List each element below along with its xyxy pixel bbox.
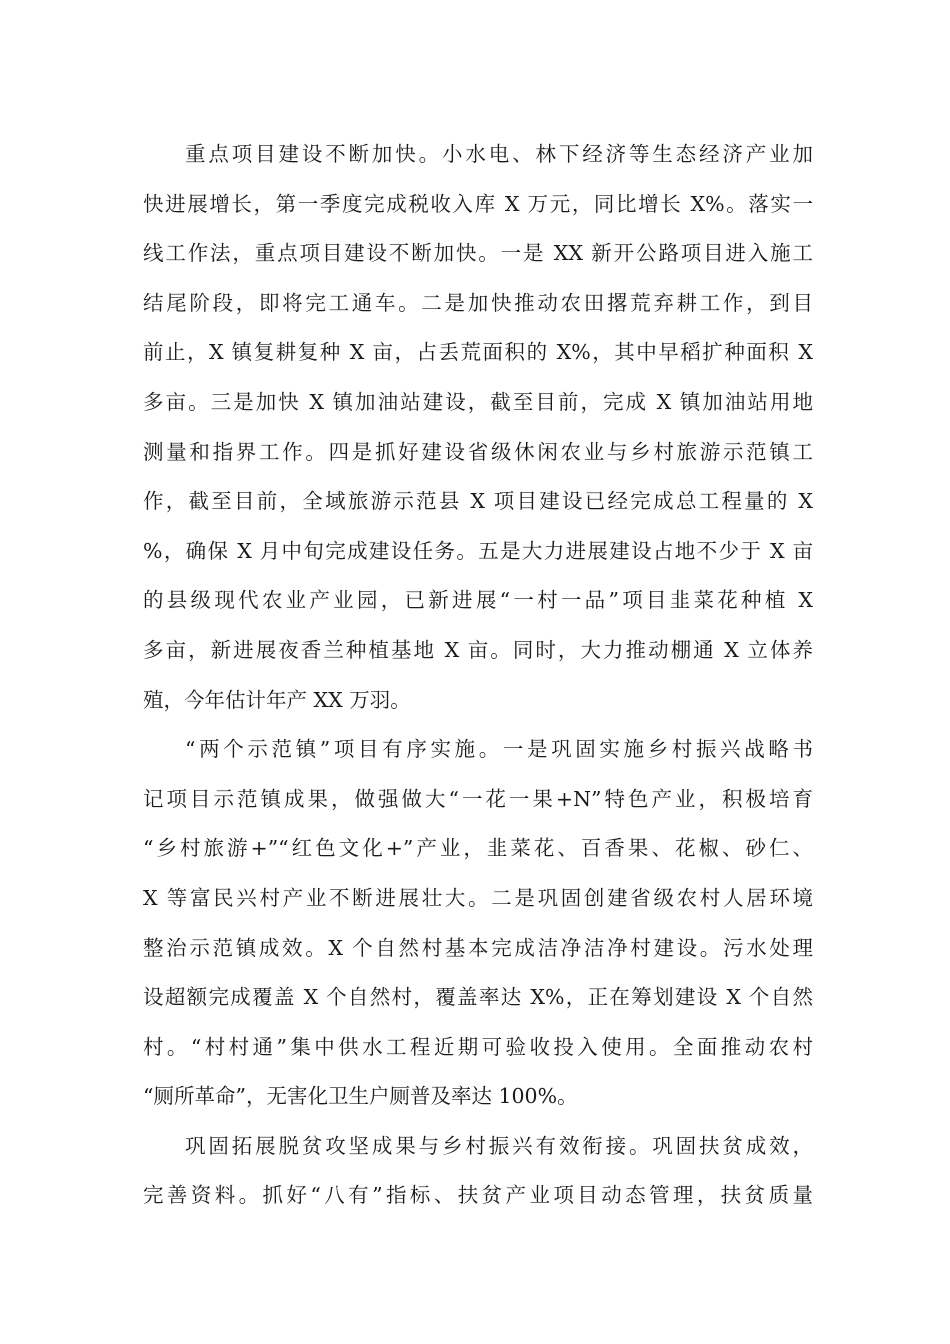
- text-line: 巩固拓展脱贫攻坚成果与乡村振兴有效衔接。巩固扶贫成效，: [185, 1133, 813, 1158]
- text-line: 的县级现代农业产业园，已新进展“一村一品”项目韭菜花种植 X: [143, 588, 813, 613]
- text-line: 多亩。三是加快 X 镇加油站建设，截至目前，完成 X 镇加油站用地: [143, 389, 813, 414]
- paragraph-key-projects: [143, 130, 813, 725]
- text-line: “乡村旅游+”“红色文化+”产业，韭菜花、百香果、花椒、砂仁、: [143, 836, 813, 861]
- text-line: 前止，X 镇复耕复种 X 亩，占丢荒面积的 X%，其中早稻扩种面积 X: [143, 340, 813, 365]
- paragraph-poverty-alleviation: [143, 1122, 813, 1221]
- text-line: 完善资料。抓好“八有”指标、扶贫产业项目动态管理，扶贫质量: [143, 1183, 813, 1208]
- text-line: 殖，今年估计年产 XX 万羽。: [143, 687, 411, 712]
- text-line: 快进展增长，第一季度完成税收入库 X 万元，同比增长 X%。落实一: [143, 191, 813, 216]
- text-line: X 等富民兴村产业不断进展壮大。二是巩固创建省级农村人居环境: [143, 885, 813, 910]
- text-line: 多亩，新进展夜香兰种植基地 X 亩。同时，大力推动棚通 X 立体养: [143, 637, 813, 662]
- text-line: 线工作法，重点项目建设不断加快。一是 XX 新开公路项目进入施工: [143, 241, 813, 266]
- text-line: %，确保 X 月中旬完成建设任务。五是大力进展建设占地不少于 X 亩: [143, 538, 813, 563]
- text-line: 作，截至目前，全域旅游示范县 X 项目建设已经完成总工程量的 X: [143, 489, 813, 514]
- text-line: “两个示范镇”项目有序实施。一是巩固实施乡村振兴战略书: [185, 737, 813, 762]
- text-line: “厕所革命”，无害化卫生户厕普及率达 100%。: [143, 1084, 578, 1109]
- paragraph-two-demo-towns: [143, 725, 813, 1122]
- text-line: 记项目示范镇成果，做强做大“一花一果+N”特色产业，积极培育: [143, 786, 813, 811]
- text-line: 结尾阶段，即将完工通车。二是加快推动农田撂荒弃耕工作，到目: [143, 290, 813, 315]
- text-line: 整治示范镇成效。X 个自然村基本完成洁净洁净村建设。污水处理: [143, 935, 813, 960]
- document-body: [143, 130, 813, 1221]
- text-line: 重点项目建设不断加快。小水电、林下经济等生态经济产业加: [185, 142, 813, 166]
- text-line: 测量和指界工作。四是抓好建设省级休闲农业与乡村旅游示范镇工: [143, 439, 813, 464]
- text-line: 村。“村村通”集中供水工程近期可验收投入使用。全面推动农村: [143, 1034, 813, 1059]
- text-line: 设超额完成覆盖 X 个自然村，覆盖率达 X%，正在筹划建设 X 个自然: [143, 985, 813, 1010]
